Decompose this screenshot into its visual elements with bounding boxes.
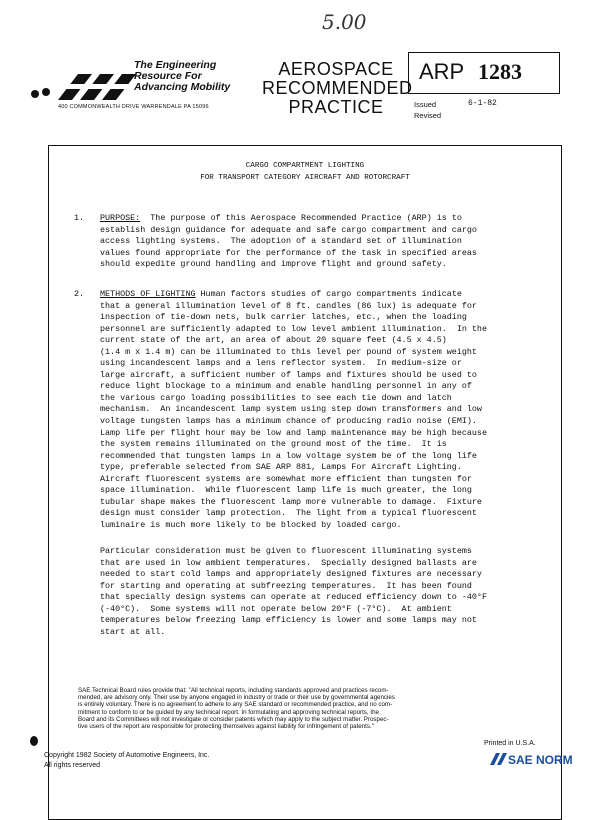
punch-hole: [31, 90, 39, 98]
body-line: luminaire is much more likely to be blocked by loaded cargo.: [100, 519, 402, 530]
body-line: The purpose of this Aerospace Recommended Practice (ARP) is to: [150, 213, 462, 223]
arp-number-box: [408, 52, 560, 94]
body-line: inspection of tie-down nets, bulk carrier latches, etc., when the loading: [100, 312, 467, 323]
body-line: current state of the art, an area of about 20 square feet (4.5 x 4.5): [100, 335, 447, 346]
body-line: design must consider lamp protection. The light from a typical fluorescent: [100, 508, 477, 519]
doc-type-line: PRACTICE: [288, 97, 384, 117]
body-line: the system remains illuminated on the ground most of the time. It is: [100, 439, 447, 450]
body-line: that are used in low ambient temperatures. Specially designed ballasts are: [100, 557, 477, 568]
policy-line: mitment to conform to or be guided by any technical report. In formulating and approving technical reports, the: [78, 708, 379, 716]
body-line: type, preferable selected from SAE ARP 881, Lamps For Aircraft Lighting.: [100, 462, 462, 473]
body-line: should expedite ground handling and improve flight and ground safety.: [100, 259, 447, 270]
body-line: that specially design systems can operate at reduced efficiency down to -40°F: [100, 592, 487, 603]
copyright-prefix: Copyright: [44, 752, 76, 759]
body-line: space illumination. While fluorescent lamp life is much greater, the long: [100, 485, 472, 496]
section-number: 2.: [74, 289, 85, 299]
section-methods-para2: [100, 546, 487, 638]
sae-address: 400 COMMONWEALTH DRIVE WARRENDALE PA 15096: [58, 104, 209, 110]
body-line: (-40°C). Some systems will not operate below 20°F (-7°C). At ambient: [100, 603, 452, 614]
body-line: start at all.: [100, 626, 166, 637]
body-line: personnel are sufficiently adapted to low level ambient illumination. In the: [100, 323, 487, 334]
section-number: 1.: [74, 213, 85, 223]
section-heading: METHODS OF LIGHTING: [100, 289, 196, 299]
body-line: reduce light blockage to a minimum and enable handling personnel in any of: [100, 381, 472, 392]
body-line: values found appropriate for the performance of the task in specified areas: [100, 247, 477, 258]
doc-type-line: RECOMMENDED: [262, 78, 413, 98]
tagline-line: Resource For: [134, 70, 202, 82]
body-line: temperatures below freezing lamp efficiency is lower and some lamps may not: [100, 615, 477, 626]
issued-label: Issued: [414, 100, 437, 109]
policy-line: tive users of the report are responsible for protecting themselves against liability for infringement of patents.": [78, 723, 374, 731]
sae-tagline: [134, 60, 230, 93]
doc-type: [262, 59, 413, 117]
title-line: FOR TRANSPORT CATEGORY AIRCRAFT AND ROTORCRAFT: [200, 174, 410, 182]
section-heading: PURPOSE:: [100, 213, 141, 223]
body-line: the various cargo loading possibilities to see each tie down and latch: [100, 392, 452, 403]
arp-number: 1283: [477, 59, 522, 84]
sae-norm-watermark: SAE NORM: [508, 753, 573, 767]
body-line: large aircraft, a sufficient number of lamps and fixtures should be used to: [100, 369, 477, 380]
section-methods: [100, 289, 487, 531]
body-line: establish design guidance for adequate and safe cargo compartment and cargo: [100, 224, 477, 235]
copyright: [44, 751, 209, 760]
body-line: Human factors studies of cargo compartments indicate: [195, 289, 462, 299]
body-line: Aircraft fluorescent systems are somewhat more efficient than tungsten for: [100, 473, 472, 484]
body-line: mechanism. An incandescent lamp system using step down transformers and low: [100, 404, 482, 415]
arp-prefix: ARP: [419, 59, 464, 84]
sae-logo: [40, 60, 140, 110]
doc-type-line: AEROSPACE: [278, 59, 394, 79]
policy-line: SAE Technical Board rules provide that: "All technical reports, including standards approved and practices recom-: [78, 687, 389, 694]
policy-line: is entirely voluntary. There is no agreement to adhere to any SAE standard or recommended practice, and no com-: [78, 701, 393, 709]
policy-line: Board and its Committees will not investigate or consider patents which may apply to the subject matter. Prospec-: [78, 715, 389, 723]
body-line: (1.4 m x 1.4 m) can be illuminated to this level per pound of system weight: [100, 346, 477, 357]
document-title: [50, 160, 560, 184]
body-line: for starting and operating at subfreezing temperatures. It has been found: [100, 580, 472, 591]
punch-hole: [30, 736, 38, 746]
body-line: that a general illumination level of 8 ft. candles (86 lux) is adequate for: [100, 300, 477, 311]
tagline-line: The Engineering: [134, 59, 217, 71]
body-line: Lamp life per flight hour may be low and lamp maintenance may be high because: [100, 427, 487, 438]
revised-label: Revised: [414, 111, 442, 120]
body-line: using incandescent lamps and a lens reflector system. In medium-size or: [100, 358, 462, 369]
issued-date: 6-1-82: [468, 99, 497, 108]
handwritten-note: 5.00: [322, 10, 367, 34]
sae-norm-logo-icon: [488, 751, 508, 767]
copyright-owner: Society of Automotive Engineers, Inc.: [91, 752, 210, 759]
body-line: access lighting systems. The adoption of a standard set of illumination: [100, 236, 462, 247]
section-purpose: [100, 213, 477, 271]
printed-in: Printed in U.S.A.: [484, 740, 536, 747]
copyright-year: 1982: [75, 752, 92, 759]
body-line: recommended that tungsten lamps in a low voltage system be of the long life: [100, 450, 477, 461]
tagline-line: Advancing Mobility: [134, 81, 231, 93]
body-line: needed to start cold lamps and appropriately designed fixtures are necessary: [100, 569, 482, 580]
body-line: Particular consideration must be given to fluorescent illuminating systems: [100, 546, 472, 556]
title-line: CARGO COMPARTMENT LIGHTING: [245, 162, 365, 170]
body-line: voltage tungsten lamps has a minimum chance of producing radio noise (EMI).: [100, 416, 477, 427]
policy-statement: [78, 687, 395, 730]
rights-reserved: All rights reserved: [44, 762, 101, 769]
body-line: tubular shape makes the fluorescent lamp more vulnerable to damage. Fixture: [100, 496, 482, 507]
policy-line: mended, are advisory only. Their use by anyone engaged in industry or trade or their use by governmental agencies: [78, 694, 395, 702]
